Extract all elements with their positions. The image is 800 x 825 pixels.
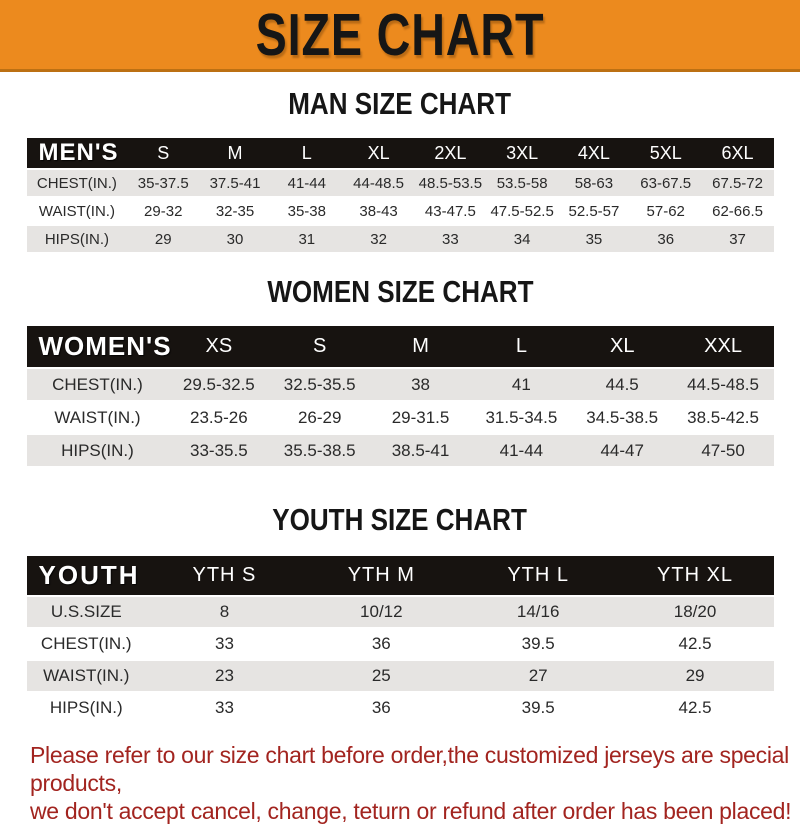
size-value-cell: 44.5 [572,369,673,400]
row-label: CHEST(IN.) [27,369,169,400]
table-row [27,661,774,691]
table-header-row [27,326,774,367]
size-value-cell: 29-32 [127,198,199,224]
footer-note-line1: Please refer to our size chart before order,the customized jerseys are special products, [30,742,789,796]
size-value-cell: 53.5-58 [486,170,558,196]
table-row [27,693,774,723]
table-row [27,629,774,659]
size-value-cell: 34 [486,226,558,252]
women-section [0,274,800,468]
size-column-header: 2XL [434,142,467,163]
table-row [27,226,774,252]
row-label: U.S.SIZE [27,597,147,627]
size-value-cell: 30 [199,226,271,252]
size-column-header: L [301,142,312,163]
men-section-heading-text: MAN SIZE CHART [288,86,512,121]
women-section-heading [0,274,800,310]
size-value-cell: 33 [146,629,303,659]
size-value-cell: 29-31.5 [370,402,471,433]
size-column-header: YTH S [192,564,257,586]
men-size-table [27,136,774,254]
size-column-header: XL [609,335,635,357]
row-label: WAIST(IN.) [27,661,147,691]
size-column-header: S [313,335,327,357]
youth-section [0,502,800,725]
table-header-label: MEN'S [38,139,119,166]
row-label: WAIST(IN.) [27,198,128,224]
size-value-cell: 48.5-53.5 [414,170,486,196]
men-section-heading [0,86,800,122]
table-row [27,369,774,400]
size-column-header: YTH XL [657,564,734,586]
size-value-cell: 44-47 [572,435,673,466]
size-value-cell: 47-50 [673,435,774,466]
size-column-header: S [157,142,170,163]
size-value-cell: 27 [460,661,617,691]
size-value-cell: 44.5-48.5 [673,369,774,400]
size-value-cell: 31.5-34.5 [471,402,572,433]
size-value-cell: 34.5-38.5 [572,402,673,433]
size-value-cell: 37 [702,226,774,252]
banner-title: SIZE CHART [255,1,545,68]
size-value-cell: 39.5 [460,693,617,723]
row-label: WAIST(IN.) [27,402,169,433]
size-value-cell: 32.5-35.5 [269,369,370,400]
youth-section-heading-text: YOUTH SIZE CHART [272,502,528,537]
size-value-cell: 8 [146,597,303,627]
row-label: CHEST(IN.) [27,629,147,659]
size-value-cell: 38.5-41 [370,435,471,466]
table-header-row [27,138,774,168]
size-column-header: 3XL [506,142,539,163]
size-value-cell: 42.5 [617,629,774,659]
table-header-label: WOMEN'S [38,331,172,361]
size-column-header: XS [205,335,233,357]
youth-size-table [27,554,774,725]
size-value-cell: 41-44 [471,435,572,466]
men-section [0,86,800,254]
size-value-cell: 36 [630,226,702,252]
size-value-cell: 25 [303,661,460,691]
size-value-cell: 57-62 [630,198,702,224]
size-value-cell: 23.5-26 [168,402,269,433]
size-column-header: XXL [704,335,742,357]
size-value-cell: 10/12 [303,597,460,627]
banner [0,0,800,72]
size-value-cell: 52.5-57 [558,198,630,224]
size-column-header: YTH L [507,564,569,586]
size-value-cell: 42.5 [617,693,774,723]
size-value-cell: 29 [617,661,774,691]
table-row [27,198,774,224]
row-label: HIPS(IN.) [27,693,147,723]
size-value-cell: 33 [146,693,303,723]
size-value-cell: 36 [303,629,460,659]
table-row [27,170,774,196]
size-value-cell: 32-35 [199,198,271,224]
size-value-cell: 29.5-32.5 [168,369,269,400]
size-value-cell: 26-29 [269,402,370,433]
size-value-cell: 58-63 [558,170,630,196]
table-row [27,597,774,627]
size-value-cell: 35-37.5 [127,170,199,196]
table-header-row [27,556,774,595]
size-value-cell: 44-48.5 [343,170,415,196]
footer-note [30,741,800,825]
size-value-cell: 37.5-41 [199,170,271,196]
size-value-cell: 31 [271,226,343,252]
row-label: HIPS(IN.) [27,435,169,466]
table-row [27,402,774,433]
size-value-cell: 35.5-38.5 [269,435,370,466]
size-column-header: 5XL [649,142,682,163]
size-value-cell: 41 [471,369,572,400]
row-label: CHEST(IN.) [27,170,128,196]
size-value-cell: 35-38 [271,198,343,224]
size-column-header: XL [367,142,390,163]
size-value-cell: 62-66.5 [702,198,774,224]
size-value-cell: 36 [303,693,460,723]
size-column-header: 4XL [577,142,610,163]
size-value-cell: 47.5-52.5 [486,198,558,224]
size-value-cell: 43-47.5 [414,198,486,224]
table-row [27,435,774,466]
size-column-header: M [227,142,243,163]
size-column-header: M [412,335,429,357]
size-column-header: 6XL [721,142,754,163]
table-header-label: YOUTH [38,560,140,590]
size-value-cell: 23 [146,661,303,691]
size-value-cell: 35 [558,226,630,252]
size-column-header: YTH M [347,564,415,586]
size-value-cell: 67.5-72 [702,170,774,196]
size-value-cell: 38-43 [343,198,415,224]
women-size-table [27,324,774,468]
women-section-heading-text: WOMEN SIZE CHART [266,274,534,309]
footer-note-line2: we don't accept cancel, change, teturn or refund after order has been placed! [30,798,792,824]
youth-section-heading [0,502,800,538]
size-value-cell: 63-67.5 [630,170,702,196]
size-value-cell: 33-35.5 [168,435,269,466]
size-value-cell: 33 [414,226,486,252]
size-value-cell: 32 [343,226,415,252]
size-value-cell: 39.5 [460,629,617,659]
size-column-header: L [515,335,527,357]
size-value-cell: 14/16 [460,597,617,627]
size-value-cell: 41-44 [271,170,343,196]
size-value-cell: 18/20 [617,597,774,627]
size-value-cell: 38 [370,369,471,400]
size-value-cell: 38.5-42.5 [673,402,774,433]
size-value-cell: 29 [127,226,199,252]
row-label: HIPS(IN.) [27,226,128,252]
